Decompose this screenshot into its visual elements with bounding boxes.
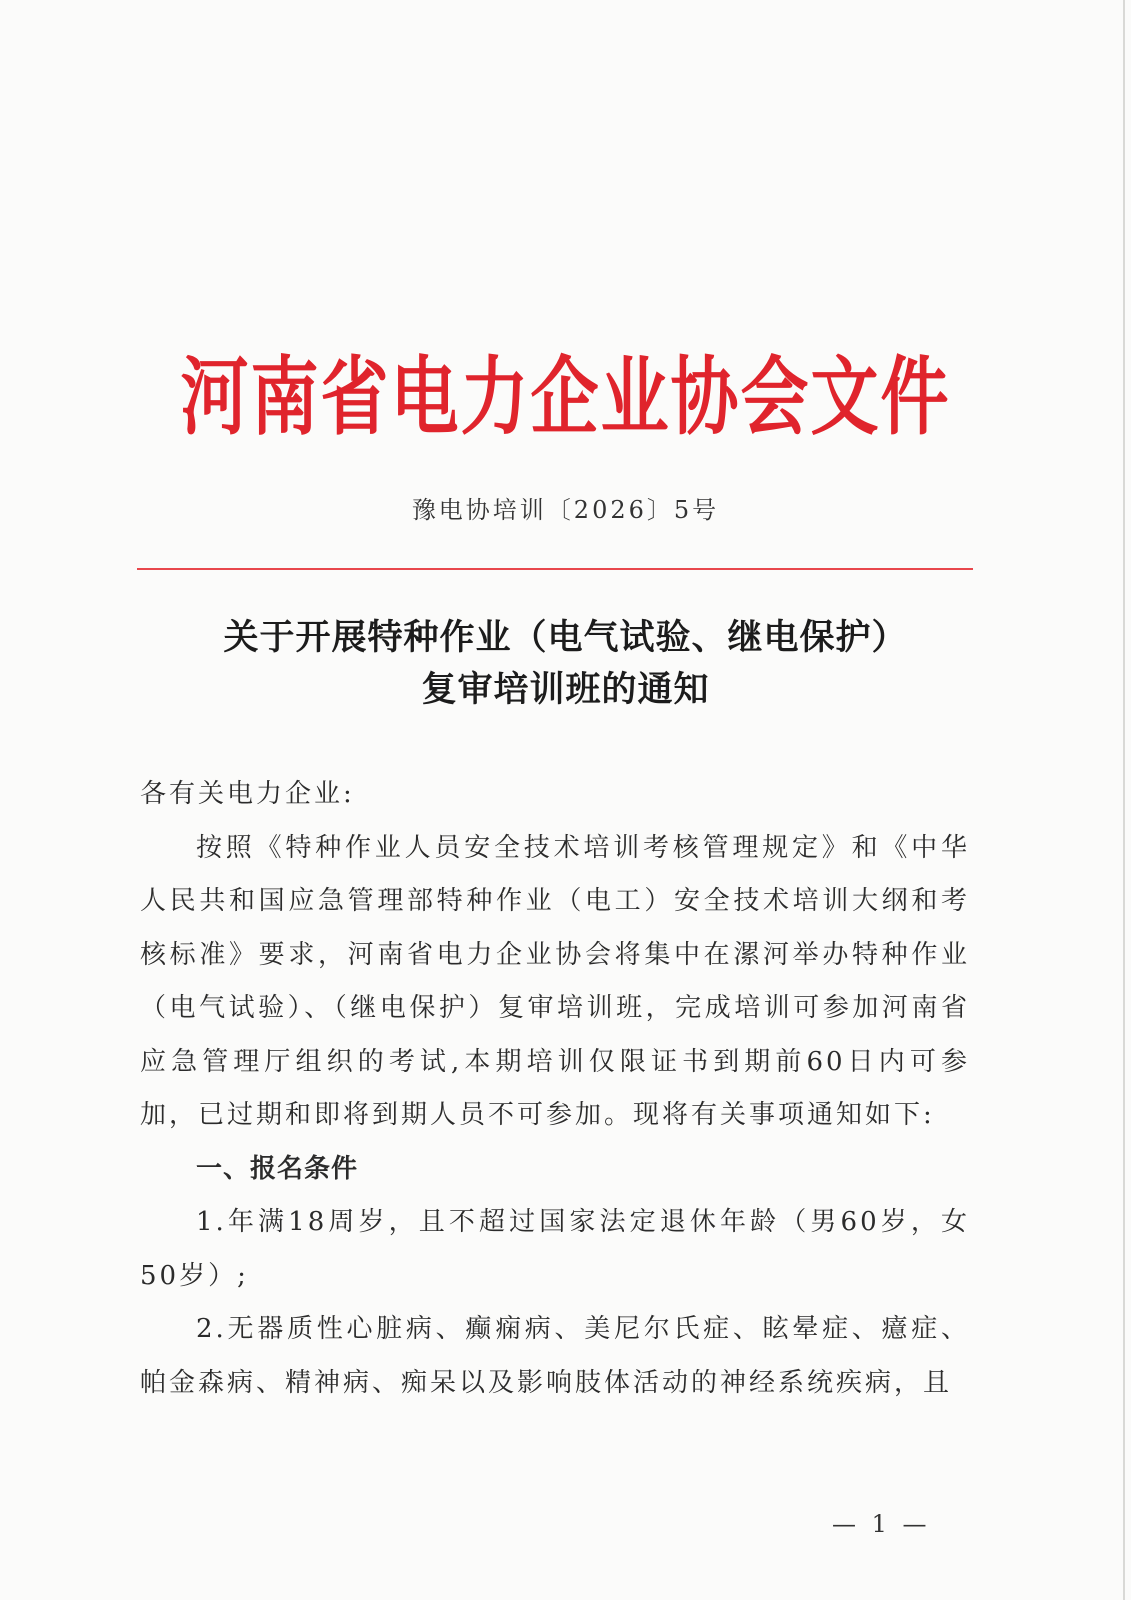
condition-item-1: 1.年满18周岁，且不超过国家法定退休年龄（男60岁，女50岁）; — [140, 1207, 970, 1291]
notice-title-line-1: 关于开展特种作业（电气试验、继电保护） — [223, 617, 908, 658]
condition-item-2: 2.无器质性心脏病、癫痫病、美尼尔氏症、眩晕症、癔症、帕金森病、精神病、痴呆以及影响肢体活动的神经系统疾病，且 — [140, 1314, 970, 1398]
document-number: 豫电协培训〔2026〕5号 — [411, 496, 720, 524]
page-number: — 1 — — [832, 1510, 931, 1538]
notice-title-line-2: 复审培训班的通知 — [421, 669, 710, 710]
document-body — [140, 768, 970, 1410]
red-divider-line — [137, 568, 973, 570]
section-heading-eligibility: 一、报名条件 — [196, 1153, 359, 1184]
letterhead-title: 河南省电力企业协会文件 — [180, 347, 951, 448]
notice-title — [100, 612, 1031, 716]
page-edge-shadow — [1123, 0, 1125, 1600]
intro-paragraph: 按照《特种作业人员安全技术培训考核管理规定》和《中华人民共和国应急管理部特种作业（电工）安全技术培训大纲和考核标准》要求，河南省电力企业协会将集中在漯河举办特种作业（电气试验）、（继电保护）复审培训班，完成培训可参加河南省应急管理厅组织的考试,本期培训仅限证书到期前60日内可参加，已过期和即将到期人员不可参加。现将有关事项通知如下: — [140, 832, 970, 1130]
salutation: 各有关电力企业: — [140, 779, 355, 809]
